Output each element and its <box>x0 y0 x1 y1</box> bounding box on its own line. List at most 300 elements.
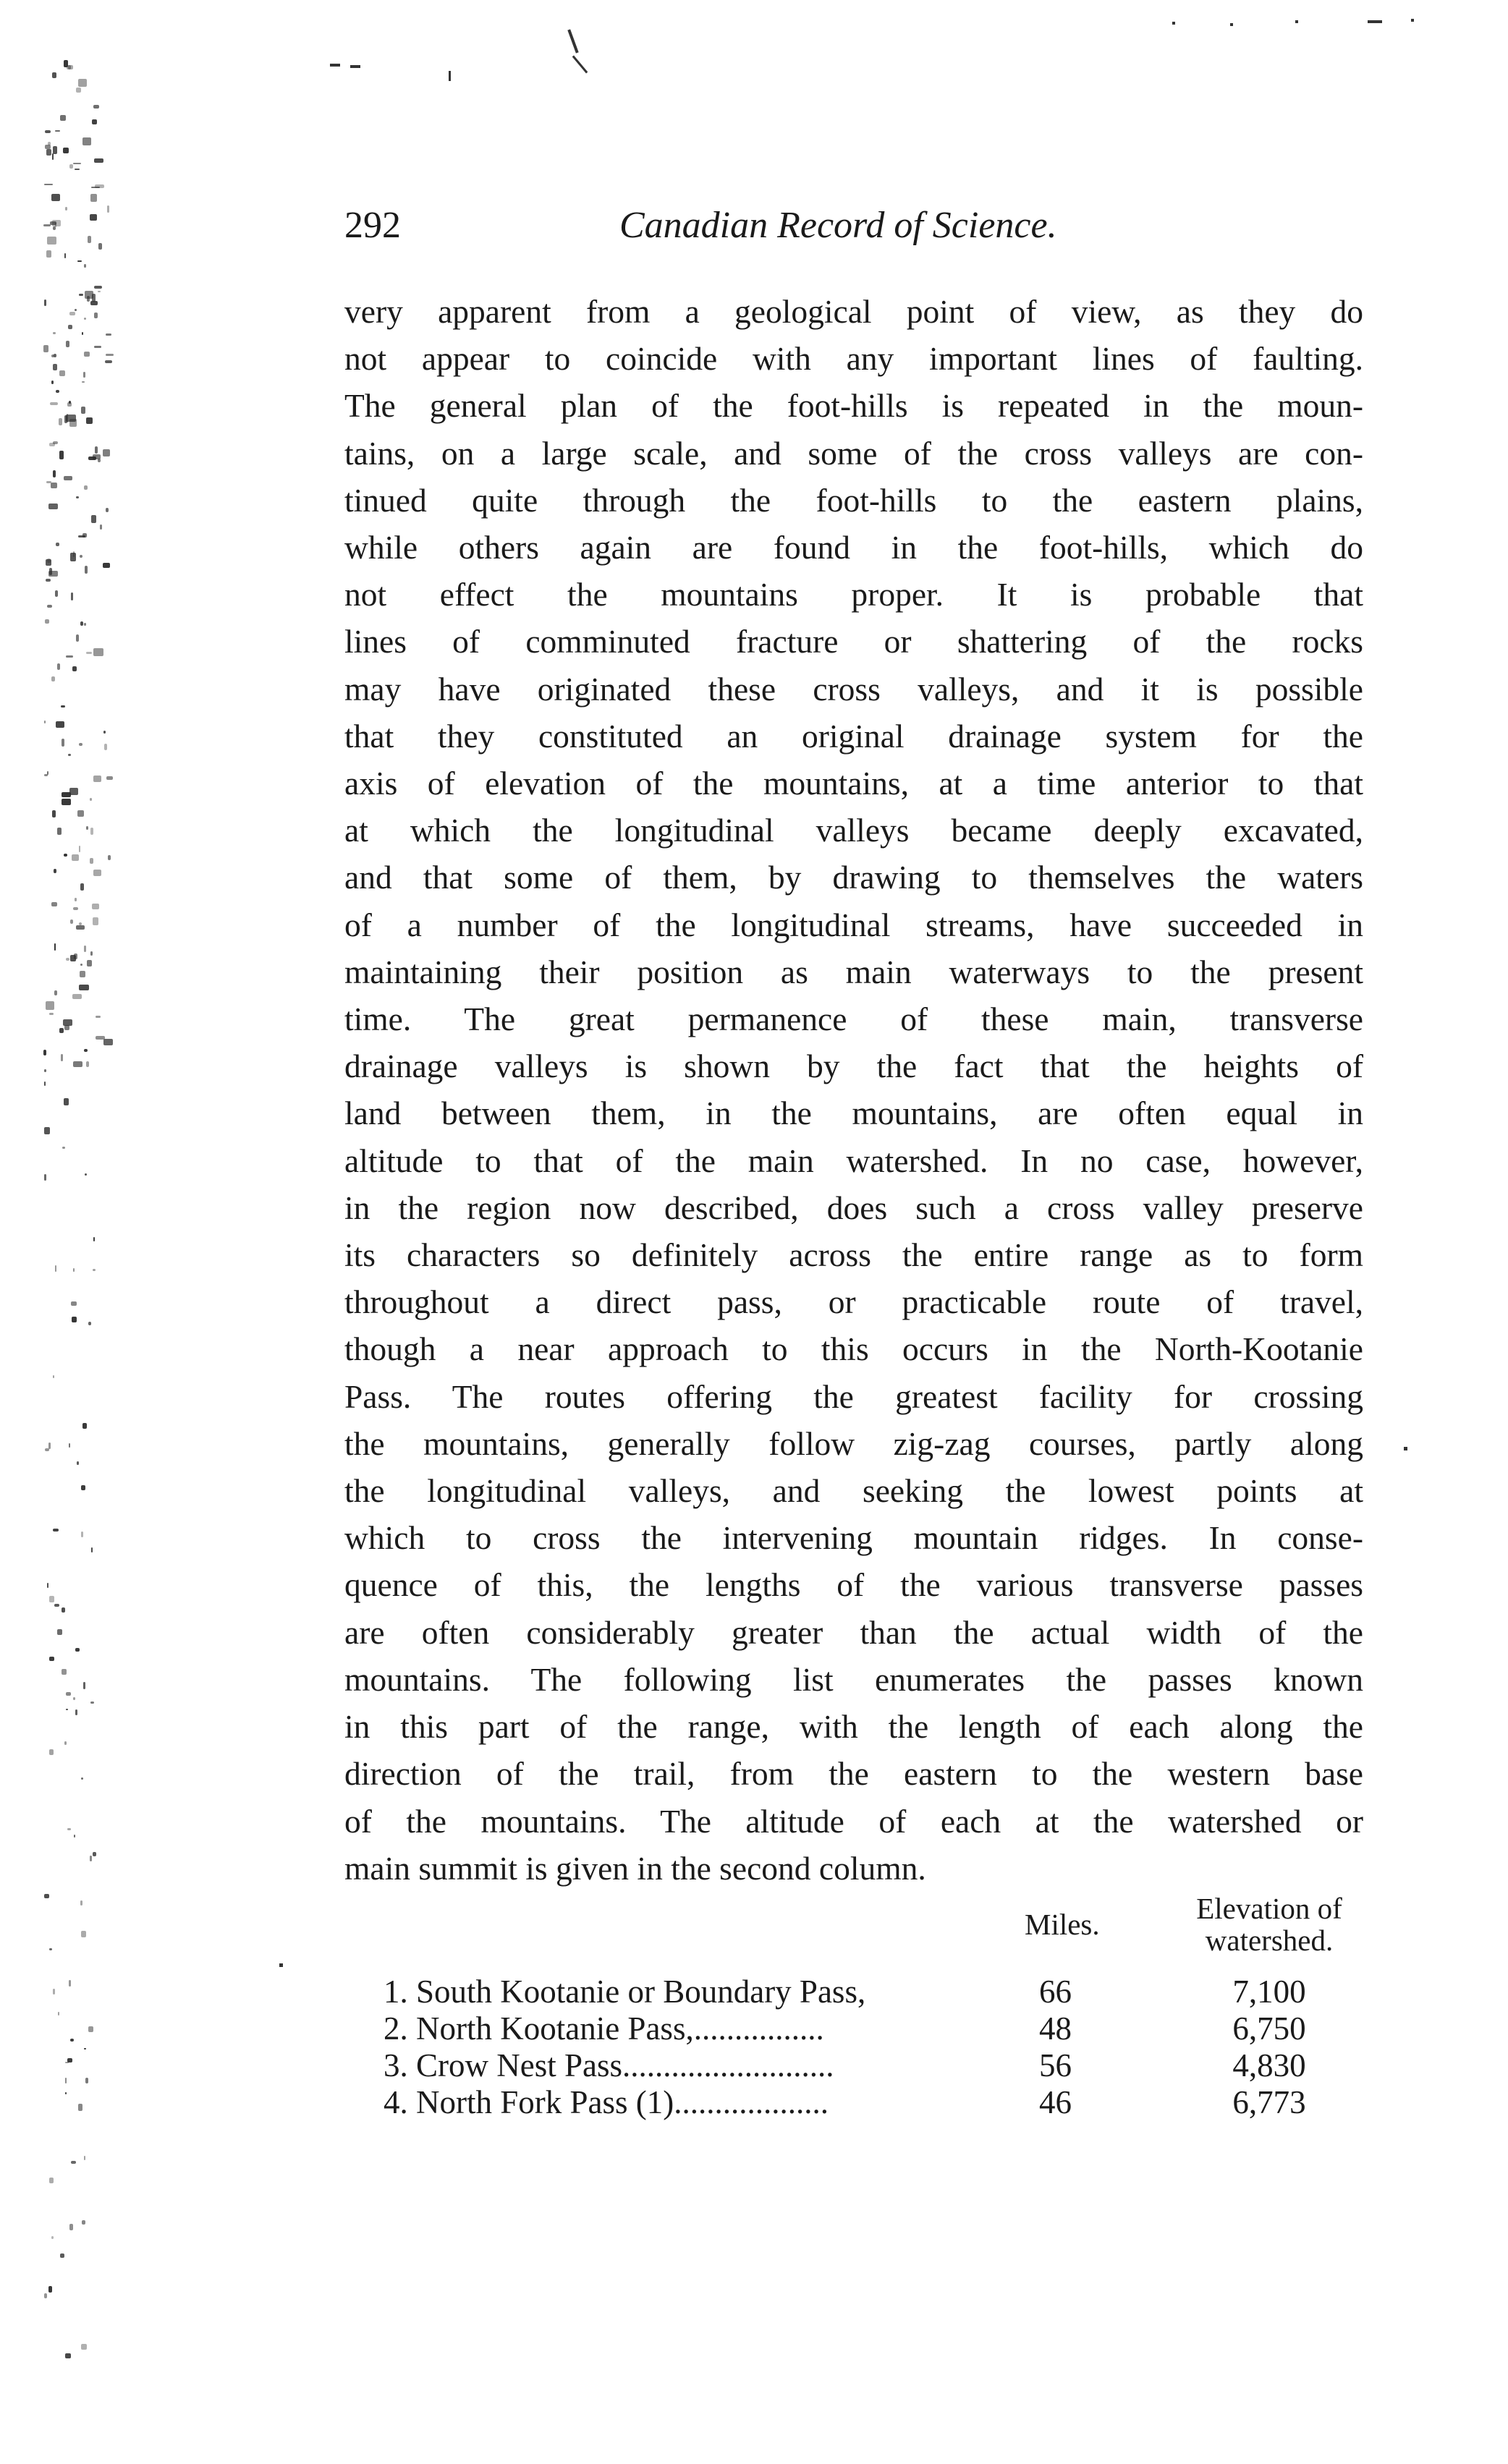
edge-speck <box>94 286 101 289</box>
text-line: land between them, in the mountains, are often equal in <box>344 1095 1363 1132</box>
text-line: very apparent from a geological point of view, as they do <box>344 293 1363 330</box>
edge-speck <box>79 294 83 297</box>
edge-speck <box>49 2178 54 2183</box>
scan-mark <box>567 29 578 53</box>
edge-speck <box>51 483 57 488</box>
edge-speck <box>51 902 57 906</box>
edge-speck <box>49 1013 54 1015</box>
edge-speck <box>46 559 52 566</box>
edge-speck <box>46 1001 54 1010</box>
edge-speck <box>81 1485 85 1490</box>
edge-speck <box>75 309 77 311</box>
edge-speck <box>79 985 89 990</box>
edge-speck <box>65 2353 71 2358</box>
edge-speck <box>96 1016 101 1018</box>
edge-speck <box>44 1174 46 1181</box>
edge-speck <box>71 1301 76 1306</box>
edge-speck <box>51 194 60 201</box>
text-line: tinued quite through the foot-hills to the eastern plains, <box>344 481 1363 519</box>
text-line: of a number of the longitudinal streams, have succeeded in <box>344 906 1363 943</box>
edge-speck <box>59 451 64 459</box>
edge-speck <box>48 1443 50 1449</box>
edge-speck <box>81 1777 83 1780</box>
edge-speck <box>44 1069 46 1072</box>
edge-speck <box>53 470 56 477</box>
edge-speck <box>106 354 114 356</box>
scan-mark <box>350 65 360 68</box>
text-line: The general plan of the foot-hills is repeated in the moun- <box>344 387 1363 425</box>
pass-elevation: 7,100 <box>1232 1974 1306 2010</box>
edge-speck <box>75 1648 80 1652</box>
table-row <box>344 2010 1363 2047</box>
edge-speck <box>65 2062 68 2063</box>
edge-speck <box>98 459 101 462</box>
pass-elevation: 6,750 <box>1232 2010 1306 2047</box>
edge-speck <box>57 663 60 670</box>
edge-speck <box>53 332 56 334</box>
edge-speck <box>85 566 88 574</box>
edge-speck <box>54 869 56 873</box>
edge-speck <box>82 533 87 538</box>
edge-speck <box>81 407 85 415</box>
text-line: maintaining their position as main waterways to the present <box>344 953 1363 990</box>
edge-speck <box>90 1702 94 1704</box>
edge-speck <box>80 621 82 626</box>
passes-table <box>344 1974 1363 2121</box>
edge-speck <box>78 79 87 86</box>
scan-mark <box>449 71 451 81</box>
edge-speck <box>72 854 79 862</box>
text-line: in this part of the range, with the length of each along the <box>344 1708 1363 1746</box>
edge-speck <box>76 634 78 642</box>
edge-speck <box>83 1682 85 1689</box>
edge-speck <box>94 346 101 348</box>
table-header <box>344 1892 1363 1972</box>
edge-speck <box>73 163 81 165</box>
edge-speck <box>103 563 110 568</box>
edge-speck <box>85 291 94 299</box>
edge-speck <box>105 360 111 362</box>
edge-speck <box>70 2039 74 2042</box>
edge-speck <box>91 1547 93 1552</box>
pass-name: 4. North Fork Pass (1)................... <box>384 2084 829 2120</box>
edge-speck <box>65 2078 67 2084</box>
edge-speck <box>92 904 99 909</box>
pass-name: 1. South Kootanie or Boundary Pass, <box>384 1974 866 2010</box>
edge-speck <box>43 224 50 226</box>
edge-speck <box>69 1980 71 1987</box>
edge-speck <box>108 855 110 860</box>
edge-speck <box>90 858 93 864</box>
edge-speck <box>98 291 101 292</box>
edge-speck <box>68 754 71 756</box>
edge-speck <box>79 846 80 852</box>
edge-speck <box>84 623 86 626</box>
edge-speck <box>90 798 92 801</box>
edge-speck <box>52 72 56 77</box>
edge-speck <box>55 590 59 597</box>
edge-speck <box>76 496 79 498</box>
edge-speck <box>82 381 85 383</box>
edge-speck <box>80 1900 82 1906</box>
edge-speck <box>95 446 98 454</box>
edge-speck <box>51 381 54 384</box>
edge-speck <box>90 214 97 221</box>
edge-speck <box>54 354 56 357</box>
edge-speck <box>59 418 63 425</box>
text-line: may have originated these cross valleys, and it is possible <box>344 670 1363 708</box>
pass-elevation: 4,830 <box>1232 2047 1306 2083</box>
edge-speck <box>54 943 56 951</box>
edge-speck <box>56 543 59 545</box>
edge-speck <box>84 485 88 490</box>
edge-speck <box>91 187 100 188</box>
edge-speck <box>70 919 73 924</box>
edge-speck <box>49 1749 54 1755</box>
text-line: and that some of them, by drawing to themselves the waters <box>344 859 1363 896</box>
edge-speck <box>88 2026 93 2032</box>
edge-speck <box>44 2293 48 2298</box>
text-line: in the region now described, does such a cross valley preserve <box>344 1189 1363 1226</box>
edge-speck <box>103 1039 112 1045</box>
edge-speck <box>46 149 51 156</box>
elevation-header-line-2: watershed. <box>1205 1924 1334 1957</box>
edge-speck <box>64 253 66 258</box>
edge-speck <box>45 145 51 149</box>
edge-speck <box>68 325 72 329</box>
pass-miles: 66 <box>1039 1974 1072 2010</box>
edge-speck <box>49 1596 55 1602</box>
edge-speck <box>77 260 82 262</box>
edge-speck <box>70 553 76 561</box>
edge-speck <box>45 130 51 133</box>
edge-speck <box>83 372 85 378</box>
edge-speck <box>44 1894 49 1898</box>
edge-speck <box>71 592 73 600</box>
edge-speck <box>84 1049 88 1052</box>
edge-speck <box>78 2104 82 2110</box>
edge-speck <box>48 504 59 509</box>
pass-miles: 56 <box>1039 2047 1072 2083</box>
edge-speck <box>81 1931 87 1938</box>
edge-speck <box>82 2220 85 2225</box>
edge-speck <box>57 828 62 834</box>
edge-speck <box>90 301 98 305</box>
edge-speck <box>46 579 51 582</box>
scan-mark <box>1230 23 1233 26</box>
edge-speck <box>84 264 86 268</box>
edge-speck <box>69 1443 71 1448</box>
miles-column-header: Miles. <box>1025 1908 1100 1941</box>
edge-speck <box>44 1082 46 1085</box>
edge-speck <box>93 870 102 876</box>
edge-speck <box>56 721 64 728</box>
edge-speck <box>69 2224 74 2230</box>
edge-speck <box>55 223 57 227</box>
text-line: the longitudinal valleys, and seeking the lowest points at <box>344 1472 1363 1510</box>
edge-speck <box>60 2253 64 2258</box>
edge-speck <box>81 2344 86 2350</box>
edge-speck <box>47 237 56 245</box>
edge-speck <box>47 605 53 608</box>
edge-speck <box>53 1375 54 1378</box>
edge-speck <box>62 1669 67 1675</box>
text-line: not effect the mountains proper. It is probable that <box>344 576 1363 613</box>
text-line: are often considerably greater than the actual width of the <box>344 1613 1363 1651</box>
text-line: not appear to coincide with any important lines of faulting. <box>344 340 1363 378</box>
text-line: the mountains, generally follow zig-zag courses, partly along <box>344 1424 1363 1462</box>
edge-speck <box>91 515 96 523</box>
edge-speck <box>63 1019 72 1026</box>
edge-speck <box>69 419 77 427</box>
scan-mark <box>279 1963 283 1967</box>
table-row <box>344 2047 1363 2084</box>
edge-speck <box>84 2156 85 2160</box>
edge-speck <box>69 312 75 315</box>
text-line: throughout a direct pass, or practicable route of travel, <box>344 1283 1363 1321</box>
edge-speck <box>51 2236 54 2239</box>
edge-speck <box>75 1709 77 1715</box>
text-line: though a near approach to this occurs in the North-Kootanie <box>344 1330 1363 1368</box>
text-line: quence of this, the lengths of the various transverse passes <box>344 1566 1363 1604</box>
edge-speck <box>68 65 71 70</box>
edge-speck <box>47 771 48 775</box>
edge-speck <box>63 148 68 154</box>
edge-speck <box>53 1989 55 1994</box>
edge-speck <box>66 1709 69 1710</box>
edge-speck <box>106 334 111 336</box>
edge-speck <box>66 341 69 347</box>
edge-speck <box>53 364 58 370</box>
edge-speck <box>65 207 67 211</box>
edge-speck <box>43 1050 46 1055</box>
edge-speck <box>73 1268 75 1272</box>
edge-speck <box>54 1604 60 1607</box>
edge-speck <box>66 958 69 961</box>
edge-speck <box>55 1265 57 1272</box>
text-line: direction of the trail, from the eastern to the western base <box>344 1755 1363 1793</box>
edge-speck <box>88 236 92 243</box>
edge-speck <box>104 744 107 751</box>
edge-speck <box>84 2048 86 2049</box>
edge-speck <box>93 917 99 925</box>
edge-speck <box>43 345 48 352</box>
running-head: Canadian Record of Science. <box>619 205 1057 246</box>
edge-speck <box>93 776 101 782</box>
edge-speck <box>103 731 106 734</box>
edge-speck <box>103 449 110 457</box>
edge-speck <box>76 88 81 93</box>
edge-speck <box>84 946 87 952</box>
text-line: while others again are found in the foot-hills, which do <box>344 529 1363 566</box>
edge-speck <box>80 883 85 891</box>
edge-speck <box>62 799 71 804</box>
edge-speck <box>49 1657 54 1661</box>
edge-speck <box>44 299 46 305</box>
body-paragraph <box>344 288 1363 1892</box>
edge-speck <box>66 1692 70 1695</box>
text-line: time. The great permanence of these main, transverse <box>344 1001 1363 1038</box>
edge-speck <box>77 1461 79 1465</box>
edge-speck <box>90 828 93 834</box>
edge-speck <box>45 619 49 624</box>
edge-speck <box>73 1697 75 1700</box>
edge-speck <box>61 1054 63 1061</box>
edge-speck <box>94 313 98 318</box>
edge-speck <box>84 352 90 357</box>
edge-speck <box>56 390 59 393</box>
text-line: Pass. The routes offering the greatest facility for crossing <box>344 1377 1363 1415</box>
edge-speck <box>50 402 57 405</box>
edge-speck <box>107 205 109 213</box>
edge-speck <box>44 184 52 185</box>
scan-mark <box>330 64 340 67</box>
text-line: its characters so definitely across the entire range as to form <box>344 1236 1363 1274</box>
edge-speck <box>75 898 77 901</box>
edge-speck <box>85 2078 88 2083</box>
elevation-column-header <box>1175 1892 1363 1956</box>
edge-speck <box>79 743 82 746</box>
edge-speck <box>72 666 77 671</box>
edge-speck <box>44 1127 49 1134</box>
edge-speck <box>46 481 51 483</box>
text-line: main summit is given in the second column. <box>344 1849 926 1887</box>
scan-mark <box>1411 19 1414 22</box>
edge-speck <box>82 332 83 335</box>
edge-speck <box>100 524 102 530</box>
edge-speck <box>90 194 97 203</box>
pass-elevation: 6,773 <box>1232 2084 1306 2120</box>
edge-speck <box>86 826 89 829</box>
edge-speck <box>48 2286 52 2293</box>
scan-mark <box>572 56 588 74</box>
edge-speck <box>59 370 65 376</box>
edge-speck <box>52 153 54 160</box>
edge-speck <box>55 130 60 132</box>
edge-speck <box>49 1948 52 1950</box>
text-line: of the mountains. The altitude of each at the watershed or <box>344 1802 1363 1840</box>
edge-speck <box>66 655 73 658</box>
edge-speck <box>49 568 52 575</box>
edge-speck <box>58 2012 59 2015</box>
scan-mark <box>1172 22 1175 25</box>
edge-speck <box>65 2092 67 2094</box>
edge-speck <box>62 739 64 747</box>
text-line: axis of elevation of the mountains, at a time anterior to that <box>344 765 1363 802</box>
edge-speck <box>45 1448 49 1450</box>
edge-speck <box>90 1856 92 1861</box>
edge-speck <box>59 1028 64 1032</box>
edge-speck <box>77 810 83 816</box>
edge-speck <box>76 925 85 930</box>
scanned-page-edge <box>43 58 109 2402</box>
edge-speck <box>54 990 57 995</box>
edge-speck <box>60 115 66 120</box>
page-number: 292 <box>344 205 401 246</box>
edge-speck <box>106 508 109 512</box>
edge-speck <box>80 555 82 558</box>
edge-speck <box>93 1852 97 1856</box>
edge-speck <box>52 810 56 817</box>
page-header <box>344 204 1097 255</box>
edge-speck <box>85 1173 87 1176</box>
edge-speck <box>62 1147 66 1149</box>
edge-speck <box>62 792 72 797</box>
edge-speck <box>53 1529 59 1531</box>
edge-speck <box>106 776 113 780</box>
edge-speck <box>62 1607 65 1612</box>
edge-speck <box>93 105 99 108</box>
edge-speck <box>69 164 73 169</box>
edge-speck <box>70 955 76 961</box>
text-line: at which the longitudinal valleys became deeply excavated, <box>344 812 1363 849</box>
text-line: mountains. The following list enumerates the passes known <box>344 1660 1363 1698</box>
edge-speck <box>71 2161 76 2164</box>
pass-miles: 48 <box>1039 2010 1072 2047</box>
edge-speck <box>73 907 78 911</box>
edge-speck <box>87 960 91 967</box>
elevation-header-line-1: Elevation of <box>1196 1892 1342 1925</box>
scan-mark <box>1368 20 1382 23</box>
edge-speck <box>75 169 80 170</box>
edge-speck <box>72 994 81 998</box>
edge-speck <box>93 648 103 656</box>
scan-mark <box>1295 20 1298 23</box>
pass-name: 3. Crow Nest Pass.......................... <box>384 2047 834 2083</box>
edge-speck <box>96 1036 105 1039</box>
edge-speck <box>53 441 57 445</box>
text-line: that they constituted an original drainage system for the <box>344 717 1363 755</box>
edge-speck <box>82 1423 87 1429</box>
edge-speck <box>80 971 85 978</box>
edge-speck <box>92 119 97 125</box>
scan-mark <box>1404 1447 1407 1450</box>
edge-speck <box>94 158 103 163</box>
edge-speck <box>88 1322 90 1326</box>
text-line: altitude to that of the main watershed. In no case, however, <box>344 1142 1363 1179</box>
edge-speck <box>74 1835 76 1838</box>
edge-speck <box>64 1741 67 1745</box>
edge-speck <box>64 476 72 481</box>
edge-speck <box>57 1629 62 1635</box>
text-line: tains, on a large scale, and some of the cross valleys are con- <box>344 434 1363 472</box>
edge-speck <box>86 652 92 654</box>
edge-speck <box>72 1317 77 1322</box>
edge-speck <box>69 401 72 404</box>
edge-speck <box>86 1061 89 1068</box>
edge-speck <box>73 1061 82 1067</box>
edge-speck <box>44 721 46 723</box>
edge-speck <box>82 137 91 146</box>
edge-speck <box>61 705 65 708</box>
edge-speck <box>81 1531 83 1537</box>
text-line: which to cross the intervening mountain ridges. In conse- <box>344 1519 1363 1557</box>
edge-speck <box>46 250 51 258</box>
edge-speck <box>98 243 103 250</box>
pass-name: 2. North Kootanie Pass,................ <box>384 2010 824 2047</box>
edge-speck <box>93 1269 96 1271</box>
edge-speck <box>90 951 93 956</box>
edge-speck <box>51 676 55 681</box>
edge-speck <box>47 1583 48 1588</box>
edge-speck <box>84 318 87 319</box>
text-line: lines of comminuted fracture or shattering of the rocks <box>344 623 1363 660</box>
table-row <box>344 1974 1363 2010</box>
edge-speck <box>64 1025 69 1030</box>
edge-speck <box>93 1237 95 1241</box>
edge-speck <box>64 854 67 857</box>
edge-speck <box>86 417 93 425</box>
